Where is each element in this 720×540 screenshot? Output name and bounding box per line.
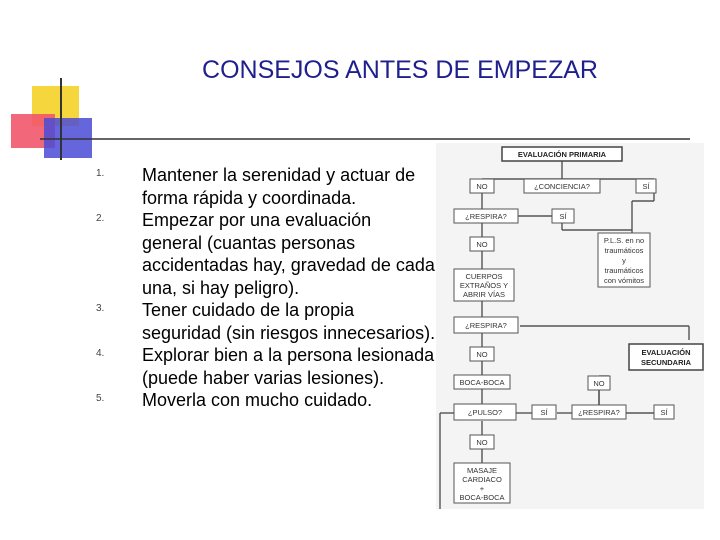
primary-eval-box (502, 147, 622, 161)
pulso-box (454, 404, 516, 420)
respira-box-3 (572, 405, 626, 419)
svg-text:SÍ: SÍ (660, 408, 668, 417)
item-text: Explorar bien a la persona lesionada (puede haber varias lesiones). (142, 345, 435, 388)
no-box-3 (470, 347, 494, 361)
svg-text:NO: NO (476, 350, 488, 359)
svg-text:+: + (479, 484, 485, 493)
svg-text:SÍ: SÍ (559, 212, 567, 221)
svg-text:¿RESPIRA?: ¿RESPIRA? (578, 408, 620, 417)
svg-text:traumáticos: traumáticos (604, 266, 644, 275)
svg-text:EVALUACIÓN PRIMARIA: EVALUACIÓN PRIMARIA (517, 150, 607, 159)
item-number: 1. (96, 168, 105, 179)
svg-text:EXTRAÑOS Y: EXTRAÑOS Y (459, 281, 509, 290)
list-item (96, 389, 436, 412)
svg-text:CARDIACO: CARDIACO (462, 475, 502, 484)
svg-text:SÍ: SÍ (540, 408, 548, 417)
si-box-1 (636, 179, 656, 193)
svg-text:BOCA-BOCA: BOCA-BOCA (459, 378, 505, 387)
tips-list (96, 164, 436, 412)
cuerpos-extranos-box (454, 269, 514, 301)
masaje-cardiaco-box (454, 463, 510, 503)
si-box-4 (654, 405, 674, 419)
svg-text:¿RESPIRA?: ¿RESPIRA? (465, 212, 507, 221)
svg-text:NO: NO (476, 182, 488, 191)
svg-text:SÍ: SÍ (642, 182, 650, 191)
item-number: 4. (96, 348, 105, 359)
svg-text:NO: NO (476, 240, 488, 249)
list-item (96, 164, 436, 209)
svg-text:NO: NO (593, 379, 605, 388)
svg-text:¿RESPIRA?: ¿RESPIRA? (465, 321, 507, 330)
item-text: Empezar por una evaluación general (cuantas personas accidentadas hay, gravedad de cada una, si hay peligro). (142, 210, 435, 298)
no-box-1 (470, 179, 494, 193)
no-box-4 (588, 376, 610, 390)
svg-text:BOCA-BOCA: BOCA-BOCA (459, 493, 505, 502)
consciencia-box (524, 179, 600, 193)
item-number: 3. (96, 303, 105, 314)
respira-box-1 (454, 209, 518, 223)
slide-title: CONSEJOS ANTES DE EMPEZAR (202, 56, 598, 84)
list-item (96, 299, 436, 344)
item-number: 2. (96, 213, 105, 224)
secondary-eval-box (629, 344, 703, 370)
respira-box-2 (454, 317, 518, 333)
list-item (96, 344, 436, 389)
svg-text:¿PULSO?: ¿PULSO? (467, 408, 503, 417)
blue-square (44, 118, 92, 158)
svg-text:y: y (622, 256, 626, 265)
item-text: Moverla con mucho cuidado. (142, 390, 373, 410)
list-item (96, 209, 436, 299)
svg-text:¿CONCIENCIA?: ¿CONCIENCIA? (534, 182, 590, 191)
no-box-5 (470, 435, 494, 449)
item-number: 5. (96, 393, 105, 404)
svg-text:SECUNDARIA: SECUNDARIA (640, 358, 692, 367)
svg-text:CUERPOS: CUERPOS (465, 272, 503, 281)
no-box-2 (470, 237, 494, 251)
svg-text:MASAJE: MASAJE (466, 466, 498, 475)
si-box-3 (532, 405, 556, 419)
svg-text:con vómitos: con vómitos (603, 276, 645, 285)
svg-text:traumáticos: traumáticos (604, 246, 644, 255)
si-box-2 (552, 209, 574, 223)
item-text: Tener cuidado de la propia seguridad (sin riesgos innecesarios). (142, 300, 436, 343)
boca-boca-box (454, 375, 510, 389)
first-aid-flowchart (436, 143, 704, 509)
item-text: Mantener la serenidad y actuar de forma rápida y coordinada. (142, 165, 416, 208)
svg-text:NO: NO (476, 438, 488, 447)
pls-box (598, 233, 650, 287)
svg-text:ABRIR VÍAS: ABRIR VÍAS (462, 290, 506, 299)
svg-text:P.L.S. en no: P.L.S. en no (603, 236, 645, 245)
svg-text:EVALUACIÓN: EVALUACIÓN (641, 348, 691, 357)
